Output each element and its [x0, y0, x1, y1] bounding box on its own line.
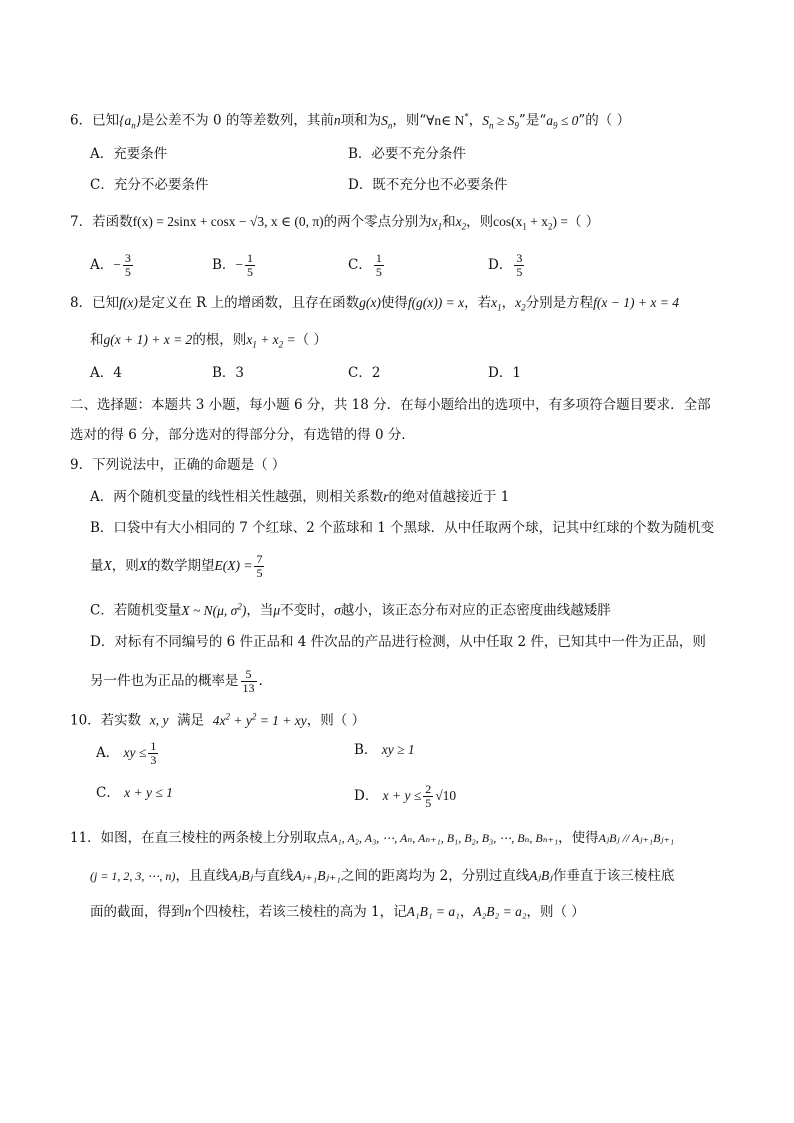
- q8-option-b: B．3: [212, 365, 245, 381]
- q6-option-a: A．充要条件: [90, 146, 168, 162]
- q11-stem-line3: 面的截面，得到n个四棱柱，若该三棱柱的高为 1，记A₁B₁ = a₁，A₂B₂ = a₂，则（ ）: [90, 904, 585, 920]
- q6-math-an: $\{a_n\}$: [119, 112, 142, 131]
- q9-option-d-line1: D．对标有不同编号的 6 件正品和 4 件次品的产品进行检测，从中任取 2 件，已知其中一件为正品，则: [90, 634, 706, 650]
- q10-fraction-a: $\frac{1}{3}$: [150, 739, 157, 767]
- q9-option-d-line2: 另一件也为正品的概率是 $\frac{5}{13}$ .: [90, 667, 263, 695]
- q7-option-c: C． $\frac{1}{5}$: [348, 251, 382, 279]
- q7-fraction-b: $\frac{1}{5}$: [247, 251, 254, 279]
- q7-fraction-a: $\frac{3}{5}$: [124, 251, 131, 279]
- q7-option-d: D． $\frac{3}{5}$: [488, 251, 523, 279]
- q6-math-sn: $S_n$: [381, 112, 393, 131]
- q6-math-ineq: $S_n \ge S_9$: [482, 112, 519, 131]
- section2-intro-line1: 二、选择题：本题共 3 小题，每小题 6 分，共 18 分．在每小题给出的选项中，有多项符合题目要求．全部: [70, 397, 711, 413]
- q7-fraction-d: $\frac{3}{5}$: [516, 251, 523, 279]
- q6-option-b: B．必要不充分条件: [348, 146, 466, 162]
- q9-option-c: C．若随机变量X ~ N(μ, $\sigma^2$)，当μ不变时，σ越小，该正态分布对应的正态密度曲线越矮胖: [90, 601, 611, 619]
- q7-math-x2: $x_2$: [455, 214, 467, 232]
- q7-math-x1: $x_1$: [431, 214, 443, 232]
- q10-fraction-d: $\frac{2}{5}$: [425, 782, 432, 810]
- q8-stem-line1: 8．已知f(x)是定义在 R 上的增函数，且存在函数g(x)使得f(g(x)) = x，若$x_1$，$x_2$分别是方程f(x − 1) + x = 4: [70, 295, 679, 313]
- q6-option-c: C．充分不必要条件: [90, 177, 209, 193]
- q8-option-c: C．2: [348, 365, 381, 381]
- section2-intro-line2: 选对的得 6 分，部分选对的得部分分，有选错的得 0 分．: [70, 427, 415, 443]
- q9-option-b-line1: B．口袋中有大小相同的 7 个红球、2 个蓝球和 1 个黑球．从中任取两个球，记其中红球的个数为随机变: [90, 520, 715, 536]
- q7-fraction-c: $\frac{1}{5}$: [375, 251, 382, 279]
- q8-stem-line2: 和g(x + 1) + x = 2的根，则$x_1 + x_2$ =（ ）: [90, 332, 327, 350]
- q10-option-c: C． x + y ≤ 1: [96, 785, 173, 801]
- q7-option-a: A．− $\frac{3}{5}$: [90, 251, 131, 279]
- q10-option-d: D． x + y ≤ $\frac{2}{5}$ √10: [354, 782, 457, 810]
- q11-stem-line1: 11．如图，在直三棱柱的两条棱上分别取点A₁, A₂, A₃, ⋯, Aₙ, Aₙ₊₁, B₁, B₂, B₃, ⋯, Bₙ, Bₙ₊₁，使得AⱼBⱼ // Aⱼ₊₁Bⱼ₊₁: [70, 830, 675, 846]
- q6-math-ineq2: $a_9 \le 0$: [546, 112, 579, 131]
- q6-option-d: D．既不充分也不必要条件: [348, 177, 508, 193]
- q8-option-a: A．4: [90, 365, 122, 381]
- q11-stem-line2: (j = 1, 2, 3, ⋯, n)，且直线AⱼBⱼ与直线Aⱼ₊₁Bⱼ₊₁之间的距离均为 2，分别过直线AⱼBⱼ作垂直于该三棱柱底: [90, 868, 675, 884]
- q6-math-cond: ∀n∈ N*: [426, 111, 469, 128]
- q7-math-cos: $\cos(x_1 + x_2)$ =: [493, 214, 568, 232]
- q9-fraction-b: $\frac{7}{5}$: [256, 552, 263, 580]
- q9-fraction-d: $\frac{5}{13}$: [242, 667, 255, 695]
- q10-option-a: A． xy ≤ $\frac{1}{3}$: [96, 739, 157, 767]
- q10-option-b: B． xy ≥ 1: [354, 742, 415, 758]
- q7-stem: 7．若函数f(x) = 2sinx + cosx − √3, x ∈ (0, π)的两个零点分别为$x_1$和$x_2$，则$\cos(x_1 + x_2)$ =（ ）: [70, 214, 600, 232]
- q7-option-b: B．− $\frac{1}{5}$: [212, 251, 254, 279]
- q6-stem: 6．已知$\{a_n\}$是公差不为 0 的等差数列，其前n项和为$S_n$，则“∀n∈ N*，$S_n \ge S_9$”是“$a_9 \le 0$”的（ ）: [70, 111, 631, 131]
- q9-stem: 9．下列说法中，正确的命题是（ ）: [70, 457, 286, 473]
- q9-option-a: A．两个随机变量的线性相关性越强，则相关系数r的绝对值越接近于 1: [90, 489, 510, 505]
- q10-stem: 10．若实数 x, y 满足 $4x^2 + y^2 = 1$ + xy，则（ ）: [70, 711, 366, 729]
- q9-option-b-line2: 量X，则X的数学期望E(X) = $\frac{7}{5}$: [90, 552, 263, 580]
- q8-option-d: D．1: [488, 365, 521, 381]
- q7-math-function: f(x) = 2sinx + cosx − √3, x ∈ (0, π): [132, 214, 324, 229]
